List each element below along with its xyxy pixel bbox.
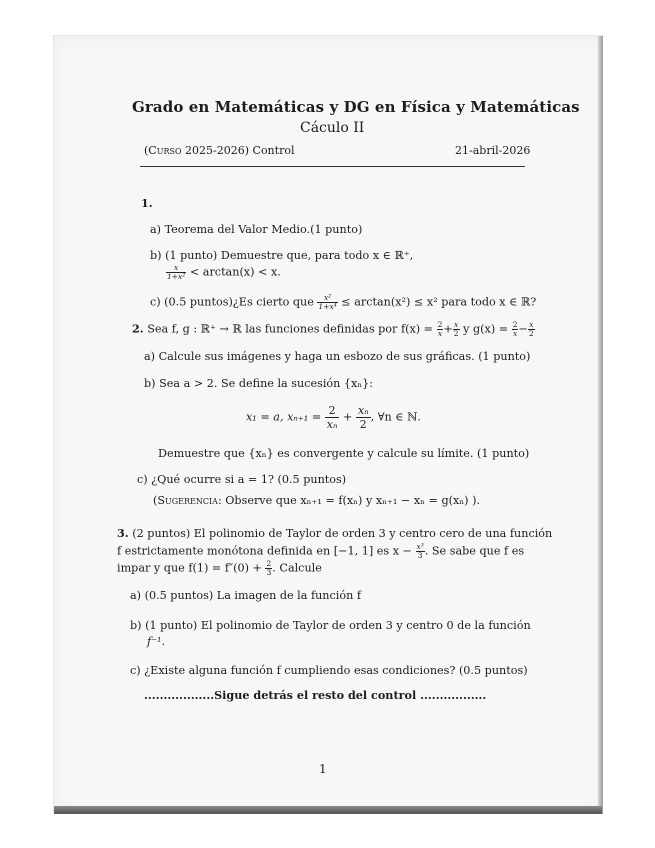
course-subject: Cáculo II — [300, 120, 365, 136]
problem-1a: a) Teorema del Valor Medio.(1 punto) — [150, 223, 363, 236]
sheet-right-edge — [598, 36, 603, 814]
problem-1b-inequality: $\frac{x}{\text{1+x²}}$ < arctan(x) < x. — [167, 263, 281, 281]
course-year: (Curso 2025-2026) Control — [144, 144, 295, 157]
sheet-bottom-edge — [54, 806, 602, 814]
problem-3b-line1: b) (1 punto) El polinomio de Taylor de orden 3 y centro 0 de la función — [130, 619, 531, 632]
problem-3-line1: 3. (2 puntos) El polinomio de Taylor de orden 3 y centro cero de una función — [117, 526, 553, 540]
problem-3-line2: f estrictamente monótona definida en [−1, 1] es x − $\frac{\text{x³}}{3}$ . Se sabe que f es — [117, 542, 525, 560]
problem-1b-statement: b) (1 punto) Demuestre que, para todo x ∈ ℝ⁺, — [150, 249, 414, 262]
problem-2a: a) Calcule sus imágenes y haga un esbozo de sus gráficas. (1 punto) — [144, 350, 531, 363]
problem-2c-hint: (Sugerencia: Observe que xₙ₊₁ = f(xₙ) y xₙ₊₁ − xₙ = g(xₙ) ). — [153, 494, 481, 507]
problem-3b-line2: f⁻¹. — [147, 635, 166, 648]
problem-3a: a) (0.5 puntos) La imagen de la función f — [130, 589, 361, 602]
continue-note: ..................Sigue detrás el resto del control ................. — [144, 688, 487, 702]
page-number: 1 — [319, 762, 327, 776]
problem-2b: b) Sea a > 2. Se define la sucesión {xₙ}: — [144, 377, 374, 390]
problem-2b-recurrence: x₁ = a, xₙ₊₁ = $\frac{2}{\text{xₙ}}$ + $\frac{\text{xₙ}}{2}$ , ∀n ∈ ℕ. — [246, 404, 421, 431]
problem-2b-conclusion: Demuestre que {xₙ} es convergente y calcule su límite. (1 punto) — [158, 447, 530, 460]
problem-3-line3: impar y que f(1) = f″(0) + $\frac{2}{3}$ . Calcule — [117, 559, 322, 577]
problem-1c: c) (0.5 puntos)¿Es cierto que $\frac{\text{x²}}{\text{1+x⁴}}$ ≤ arctan(x²) ≤ x² para todo x ∈ ℝ? — [150, 293, 537, 311]
exam-title: Grado en Matemáticas y DG en Física y Matemáticas — [132, 98, 580, 116]
header-divider — [140, 166, 525, 167]
problem-1-number: 1. — [141, 196, 153, 210]
problem-3c: c) ¿Existe alguna función f cumpliendo esas condiciones? (0.5 puntos) — [130, 664, 528, 677]
problem-2c: c) ¿Qué ocurre si a = 1? (0.5 puntos) — [137, 473, 347, 486]
exam-date: 21-abril-2026 — [455, 144, 531, 157]
problem-2-intro: 2. Sea f, g : ℝ⁺ → ℝ las funciones definidas por f(x) = $\frac{2}{x}$ + $\frac{x}{2}$ y g(x) = $\frac{2}{x}$ − $\frac{x}{2}$ — [132, 320, 534, 338]
